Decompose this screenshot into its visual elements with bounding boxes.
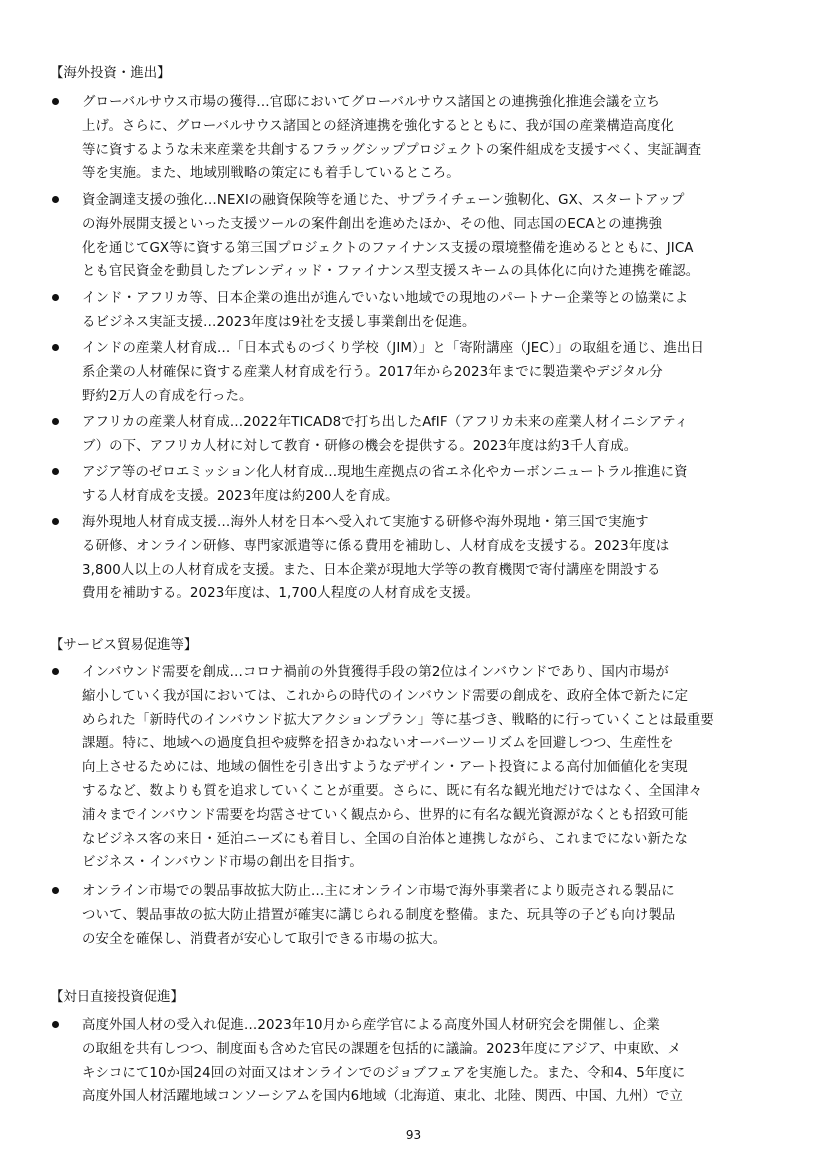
text-line: する人材育成を支援。2023年度は約200人を育成。	[82, 488, 399, 504]
list-item-text	[82, 411, 782, 459]
text-line: 縮小していく我が国においては、これからの時代のインバウンド需要の創成を、政府全体で新たに定	[82, 688, 689, 704]
text-line: 3,800人以上の人材育成を支援。また、日本企業が現地大学等の教育機関で寄付講座を開設する	[82, 562, 661, 578]
text-line: 等に資するような未来産業を共創するフラッグシッププロジェクトの案件組成を支援すべく、実証調査	[82, 142, 702, 158]
text-line: ブ）の下、アフリカ人材に対して教育・研修の機会を提供する。2023年度は約3千人育成。	[82, 438, 638, 454]
text-line: 化を通じてGX等に資する第三国プロジェクトのファイナンス支援の環境整備を進めるとともに、JICA	[82, 240, 694, 256]
text-line: アフリカの産業人材育成…2022年TICAD8で打ち出したAfIF（アフリカ未来の産業人材イニシアティ	[82, 415, 689, 430]
bullet-icon	[52, 1021, 59, 1028]
text-line: 野約2万人の育成を行った。	[82, 388, 253, 404]
section-heading-overseas-investment: 【海外投資・進出】	[50, 66, 171, 81]
text-line: 上げ。さらに、グローバルサウス諸国との経済連携を強化するとともに、我が国の産業構造高度化	[82, 118, 674, 134]
list-item-text	[82, 661, 782, 875]
text-line: ビジネス・インバウンド市場の創出を目指す。	[82, 855, 363, 871]
text-line: 高度外国人材の受入れ促進…2023年10月から産学官による高度外国人材研究会を開催し、企業	[82, 1018, 660, 1033]
text-line: の海外展開支援といった支援ツールの案件創出を進めたほか、その他、同志国のECAとの連携強	[82, 216, 663, 232]
list-item-text	[82, 91, 782, 186]
text-line: インド・アフリカ等、日本企業の進出が進んでいない地域での現地のパートナー企業等との協業によ	[82, 291, 689, 306]
list-item-text	[82, 287, 782, 335]
bullet-icon	[52, 887, 59, 894]
list-item-text	[82, 1014, 782, 1109]
section-heading-service-trade: 【サービス貿易促進等】	[50, 638, 198, 653]
text-line: 系企業の人材確保に資する産業人材育成を行う。2017年から2023年までに製造業やデジタル分	[82, 364, 663, 380]
text-line: 高度外国人材活躍地域コンソーシアムを国内6地域（北海道、東北、北陸、関西、中国、九州）で立	[82, 1089, 683, 1105]
text-line: 海外現地人材育成支援…海外人材を日本へ受入れて実施する研修や海外現地・第三国で実施す	[82, 515, 649, 530]
list-item-text	[82, 189, 782, 284]
list-item-text	[82, 880, 782, 951]
text-line: グローバルサウス市場の獲得…官邸においてグローバルサウス諸国との連携強化推進会議を立ち	[82, 95, 660, 110]
text-line: 資金調達支援の強化…NEXIの融資保険等を通じた、サプライチェーン強靭化、GX、スタートアップ	[82, 193, 685, 208]
list-item-text	[82, 461, 782, 509]
text-line: するなど、数よりも質を追求していくことが重要。さらに、既に有名な観光地だけではなく、全国津々	[82, 783, 703, 799]
text-line: インドの産業人材育成…「日本式ものづくり学校（JIM）」と「寄附講座（JEC）」の取組を通じ、進出日	[82, 341, 704, 356]
text-line: オンライン市場での製品事故拡大防止…主にオンライン市場で海外事業者により販売される製品に	[82, 884, 675, 899]
list-item-text	[82, 337, 782, 408]
text-line: アジア等のゼロエミッション化人材育成…現地生産拠点の省エネ化やカーボンニュートラル推進に資	[82, 465, 688, 480]
text-line: 浦々までインバウンド需要を均霑させていく観点から、世界的に有名な観光資源がなくとも招致可能	[82, 807, 689, 823]
text-line: インバウンド需要を創成…コロナ禍前の外貨獲得手段の第2位はインバウンドであり、国内市場が	[82, 665, 669, 680]
bullet-icon	[52, 196, 59, 203]
section-heading-fdi-promotion: 【対日直接投資促進】	[50, 990, 184, 1005]
text-line: 等を実施。また、地域別戦略の策定にも着手しているところ。	[82, 166, 460, 182]
text-line: の安全を確保し、消費者が安心して取引できる市場の拡大。	[82, 931, 447, 947]
text-line: るビジネス実証支援…2023年度は9社を支援し事業創出を促進。	[82, 314, 476, 330]
text-line: 費用を補助する。2023年度は、1,700人程度の人材育成を支援。	[82, 586, 480, 602]
bullet-icon	[52, 418, 59, 425]
text-line: ついて、製品事故の拡大防止措置が確実に講じられる制度を整備。また、玩具等の子ども向け製品	[82, 907, 676, 923]
text-line: キシコにて10か国24回の対面又はオンラインでのジョブフェアを実施した。また、令和4、5年度に	[82, 1065, 686, 1081]
text-line: 向上させるためには、地域の個性を引き出すようなデザイン・アート投資による高付加価値化を実現	[82, 760, 688, 776]
text-line: なビジネス客の来日・延泊ニーズにも着目し、全国の自治体と連携しながら、これまでにない新たな	[82, 831, 689, 847]
bullet-icon	[52, 518, 59, 525]
list-item-text	[82, 511, 782, 606]
bullet-icon	[52, 294, 59, 301]
bullet-icon	[52, 98, 59, 105]
bullet-icon	[52, 468, 59, 475]
text-line: の取組を共有しつつ、制度面も含めた官民の課題を包括的に議論。2023年度にアジア、中東欧、メ	[82, 1041, 681, 1057]
text-line: とも官民資金を動員したブレンディッド・ファイナンス型支援スキームの具体化に向けた連携を確認。	[82, 264, 700, 280]
text-line: 課題。特に、地域への過度負担や疲弊を招きかねないオーバーツーリズムを回避しつつ、生産性を	[82, 736, 674, 752]
text-line: る研修、オンライン研修、専門家派遣等に係る費用を補助し、人材育成を支援する。2023年度は	[82, 538, 670, 554]
bullet-icon	[52, 668, 59, 675]
text-line: められた「新時代のインバウンド拡大アクションプラン」等に基づき、戦略的に行っていくことは最重要	[82, 712, 714, 728]
bullet-icon	[52, 344, 59, 351]
page-number: 93	[405, 1128, 422, 1142]
